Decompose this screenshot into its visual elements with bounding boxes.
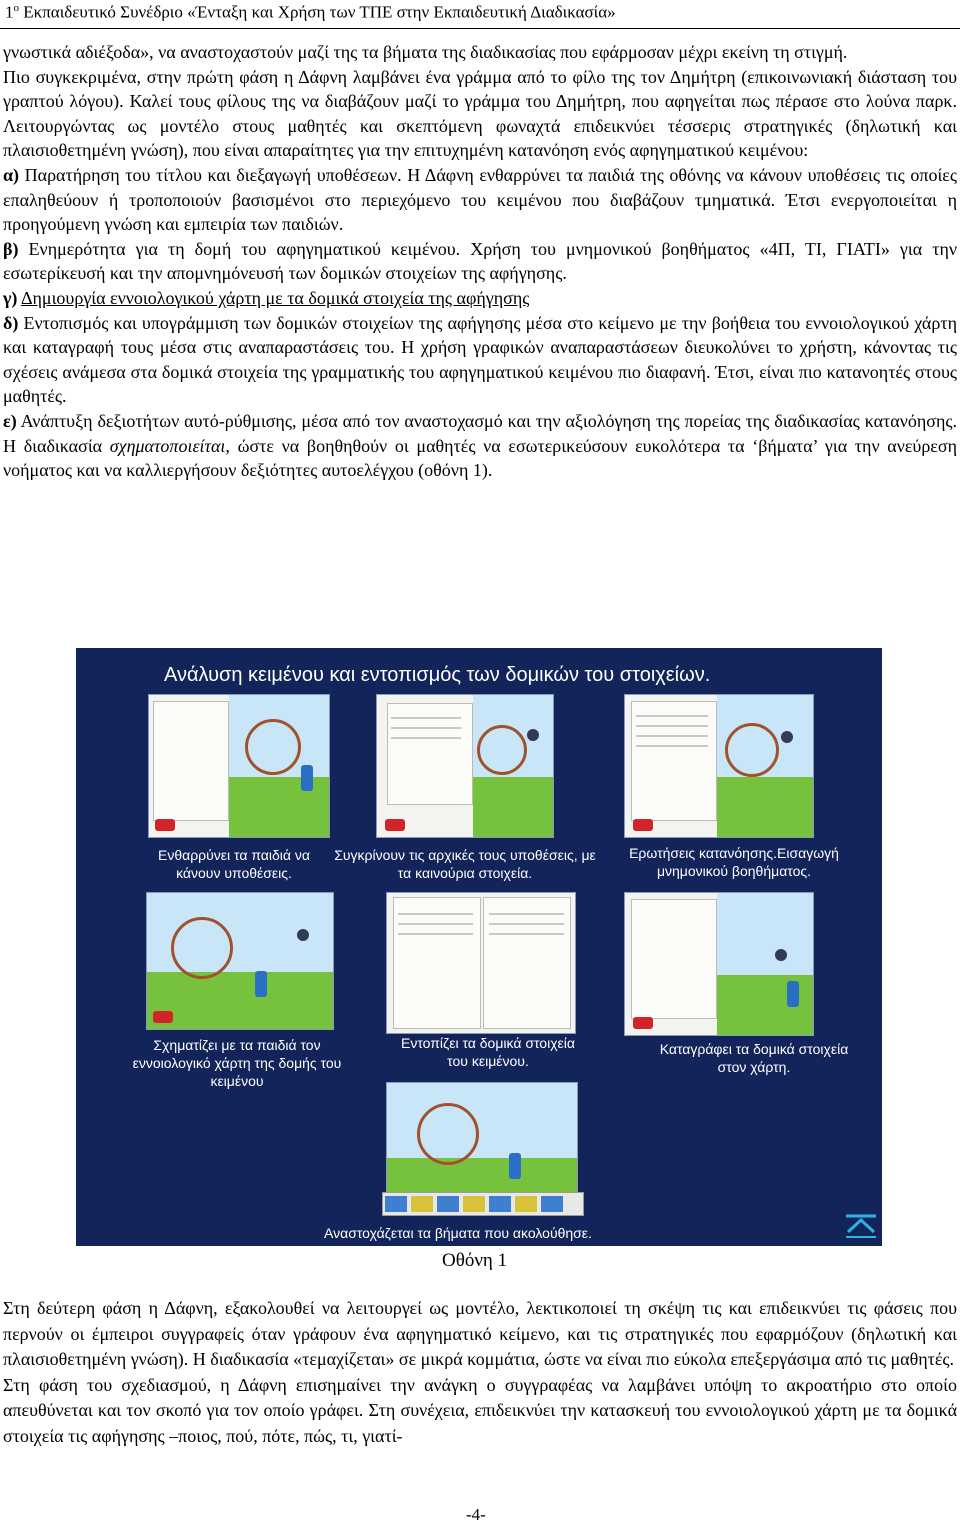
list-text-e1: Ανάπτυξη δεξιοτήτων αυτό-ρύθμισης, μέσα από τον αναστοχασμό και την αξιολόγηση της πορείας της διαδικασίας κατανόησης. Η διαδικασία <box>3 410 957 456</box>
page-number: -4- <box>466 1505 486 1524</box>
caption-7: Αναστοχάζεται τα βήματα που ακολούθησε. <box>324 1225 592 1241</box>
ferris-wheel-icon <box>477 725 527 775</box>
step-icon <box>437 1196 459 1212</box>
text-page <box>631 899 717 1019</box>
ferris-wheel-icon <box>417 1103 479 1165</box>
caption-5: Εντοπίζει τα δομικά στοιχεία του κειμένου. <box>401 1035 575 1069</box>
header-superscript: ο <box>13 2 19 14</box>
ball-icon <box>775 949 787 961</box>
text-page <box>153 701 229 821</box>
red-button-icon <box>155 819 175 831</box>
list-label-d: δ) <box>3 312 19 333</box>
list-label-e: ε) <box>3 410 17 431</box>
list-text-e2: ώστε να βοηθηθούν οι μαθητές να εσωτερικεύσουν ευκολότερα τα ‘βήματα’ για την ανεύρεση νοήματος και να καλλιεργήσουν δεξιότητες αυτοελέγχου (οθόνη 1). <box>3 435 957 481</box>
step-icon <box>385 1196 407 1212</box>
ferris-wheel-icon <box>245 719 301 775</box>
header-number: 1 <box>5 2 14 22</box>
paragraph-1: γνωστικά αδιέξοδα», να αναστοχαστούν μαζί της τα βήματα της διαδικασίας που εφάρμοσαν μέχρι εκείνη τη στιγμή. <box>3 42 848 62</box>
ball-icon <box>297 929 309 941</box>
steps-toolbar <box>382 1192 584 1216</box>
ferris-wheel-icon <box>725 723 779 777</box>
thumbnail-2 <box>376 694 554 838</box>
red-button-icon <box>153 1011 173 1023</box>
thumbnail-4 <box>146 892 334 1030</box>
caption-3: Ερωτήσεις κατανόησης.Εισαγωγή μνημονικού βοηθήματος. <box>629 845 839 879</box>
caption-1: Ενθαρρύνει τα παιδιά να κάνουν υποθέσεις. <box>157 847 310 881</box>
list-item-b <box>3 237 957 286</box>
running-header <box>5 2 616 23</box>
step-icon <box>463 1196 485 1212</box>
text-page-left <box>393 897 481 1029</box>
list-item-e <box>3 409 957 483</box>
kid-icon <box>255 971 267 997</box>
list-label-a: α) <box>3 164 20 185</box>
figure-label: Οθόνη 1 <box>442 1250 508 1271</box>
caption-6: Καταγράφει τα δομικά στοιχεία στον χάρτη. <box>659 1041 849 1075</box>
list-text-a: Παρατήρηση του τίτλου και διεξαγωγή υποθέσεων. Η Δάφνη ενθαρρύνει τα παιδιά της οθόνης να κάνουν υποθέσεις τις οποίες επαληθεύουν ή τροποποιούν βασισμένοι στο περιεχόμενο του κειμένου που διαβάζουν τμηματικά. Έτσι ενεργοποιείται η προηγούμενη γνώση και εμπειρία των παιδιών. <box>3 164 957 235</box>
list-text-d: Εντοπισμός και υπογράμμιση των δομικών στοιχείων της αφήγησης μέσα στο κείμενο με την βοήθεια του εννοιολογικού χάρτη και καταγραφή τους μέσα στις αναπαραστάσεις του. Η χρήση γραφικών αναπαραστάσεων διευκολύνει το χρήστη, κάνοντας τις σχέσεις ανάμεσα στα δομικά στοιχεία της γραμματικής του αφηγηματικού κειμένου πιο διαφανή. Έτσι, είναι πιο κατανοητές στους μαθητές. <box>3 312 957 407</box>
kid-icon <box>301 765 313 791</box>
step-icon <box>515 1196 537 1212</box>
list-label-c: γ) <box>3 287 18 308</box>
list-label-b: β) <box>3 238 19 259</box>
caption-4: Σχηματίζει με τα παιδιά τον εννοιολογικό χάρτη της δομής του κειμένου <box>132 1037 342 1089</box>
thumbnail-1 <box>148 694 330 838</box>
caption-2: Συγκρίνουν τις αρχικές τους υποθέσεις, με τα καινούρια στοιχεία. <box>334 847 596 881</box>
list-text-c: Δημιουργία εννοιολογικού χάρτη με τα δομικά στοιχεία της αφήγησης <box>20 287 530 308</box>
body-text-bottom <box>3 1296 957 1450</box>
red-button-icon <box>633 819 653 831</box>
paragraph-4: Στη φάση του σχεδιασμού, η Δάφνη επισημαίνει την ανάγκη ο συγγραφέας να λαμβάνει υπόψη το ακροατήριο στο οποίο απευθύνεται και τον σκοπό για τον οποίο γράφει. Στη συνέχεια, επιδεικνύει την κατασκευή του εννοιολογικού χάρτη με τα δομικά στοιχεία τις αφήγησης –ποιος, πού, πότε, πώς, τι, γιατί- <box>3 1374 957 1446</box>
ferris-wheel-icon <box>171 917 233 979</box>
body-text-top <box>3 40 957 483</box>
step-icon <box>489 1196 511 1212</box>
screenshot-figure <box>76 648 882 1246</box>
thumbnail-3 <box>624 694 814 838</box>
list-item-a <box>3 163 957 237</box>
text-page <box>631 701 717 821</box>
step-icon <box>411 1196 433 1212</box>
paragraph-3: Στη δεύτερη φάση η Δάφνη, εξακολουθεί να λειτουργεί ως μοντέλο, λεκτικοποιεί τη σκέψη τις και επιδεικνύει τις φάσεις που περνούν οι έμπειροι συγγραφείς όταν γράφουν ένα αφηγηματικό κείμενο, και τις στρατηγικές που εφαρμόζουν (δηλωτική και πλαισιοθετημένη γνώση). Η διαδικασία «τεμαχίζεται» σε μικρά κομμάτια, ώστε να είναι πιο εύκολα επεξεργάσιμα από τις μαθητές. <box>3 1298 957 1370</box>
list-text-e-italic: σχηματοποιείται, <box>109 435 230 456</box>
step-icon <box>541 1196 563 1212</box>
ball-icon <box>781 731 793 743</box>
list-item-d <box>3 311 957 409</box>
kid-icon <box>509 1153 521 1179</box>
figure-title: Ανάλυση κειμένου και εντοπισμός των δομικών του στοιχείων. <box>164 664 711 686</box>
text-page-right <box>483 897 571 1029</box>
thumbnail-5 <box>386 892 576 1034</box>
list-item-c <box>3 286 957 311</box>
red-button-icon <box>633 1017 653 1029</box>
paragraph-2: Πιο συγκεκριμένα, στην πρώτη φάση η Δάφνη λαμβάνει ένα γράμμα από το φίλο της τον Δημήτρη (επικοινωνιακή διάσταση του γραπτού λόγου). Καλεί τους φίλους της να διαβάζουν μαζί το γράμμα του Δημήτρη, που αφηγείται πως πέρασε στο λούνα παρκ. Λειτουργώντας ως μοντέλο στους μαθητές και σκεπτόμενη φωναχτά επιδεικνύει τέσσερις στρατηγικές (δηλωτική και πλαισιοθετημένη γνώση), που είναι απαραίτητες για την επιτυχημένη κατανόηση ενός αφηγηματικού κειμένου: <box>3 66 957 161</box>
list-text-b: Ενημερότητα για τη δομή του αφηγηματικού κειμένου. Χρήση του μνημονικού βοηθήματος «4Π, ΤΙ, ΓΙΑΤΙ» για την εσωτερίκευσή και την απομνημόνευσή των δομικών στοιχείων της αφήγησης. <box>3 238 957 284</box>
ball-icon <box>527 729 539 741</box>
red-button-icon <box>385 819 405 831</box>
nav-arrows-icon <box>842 1210 880 1238</box>
thumbnail-6 <box>624 892 814 1036</box>
kid-icon <box>787 981 799 1007</box>
header-rule <box>0 28 960 29</box>
header-title: Εκπαιδευτικό Συνέδριο «Ένταξη και Χρήση των ΤΠΕ στην Εκπαιδευτική Διαδικασία» <box>23 2 616 22</box>
